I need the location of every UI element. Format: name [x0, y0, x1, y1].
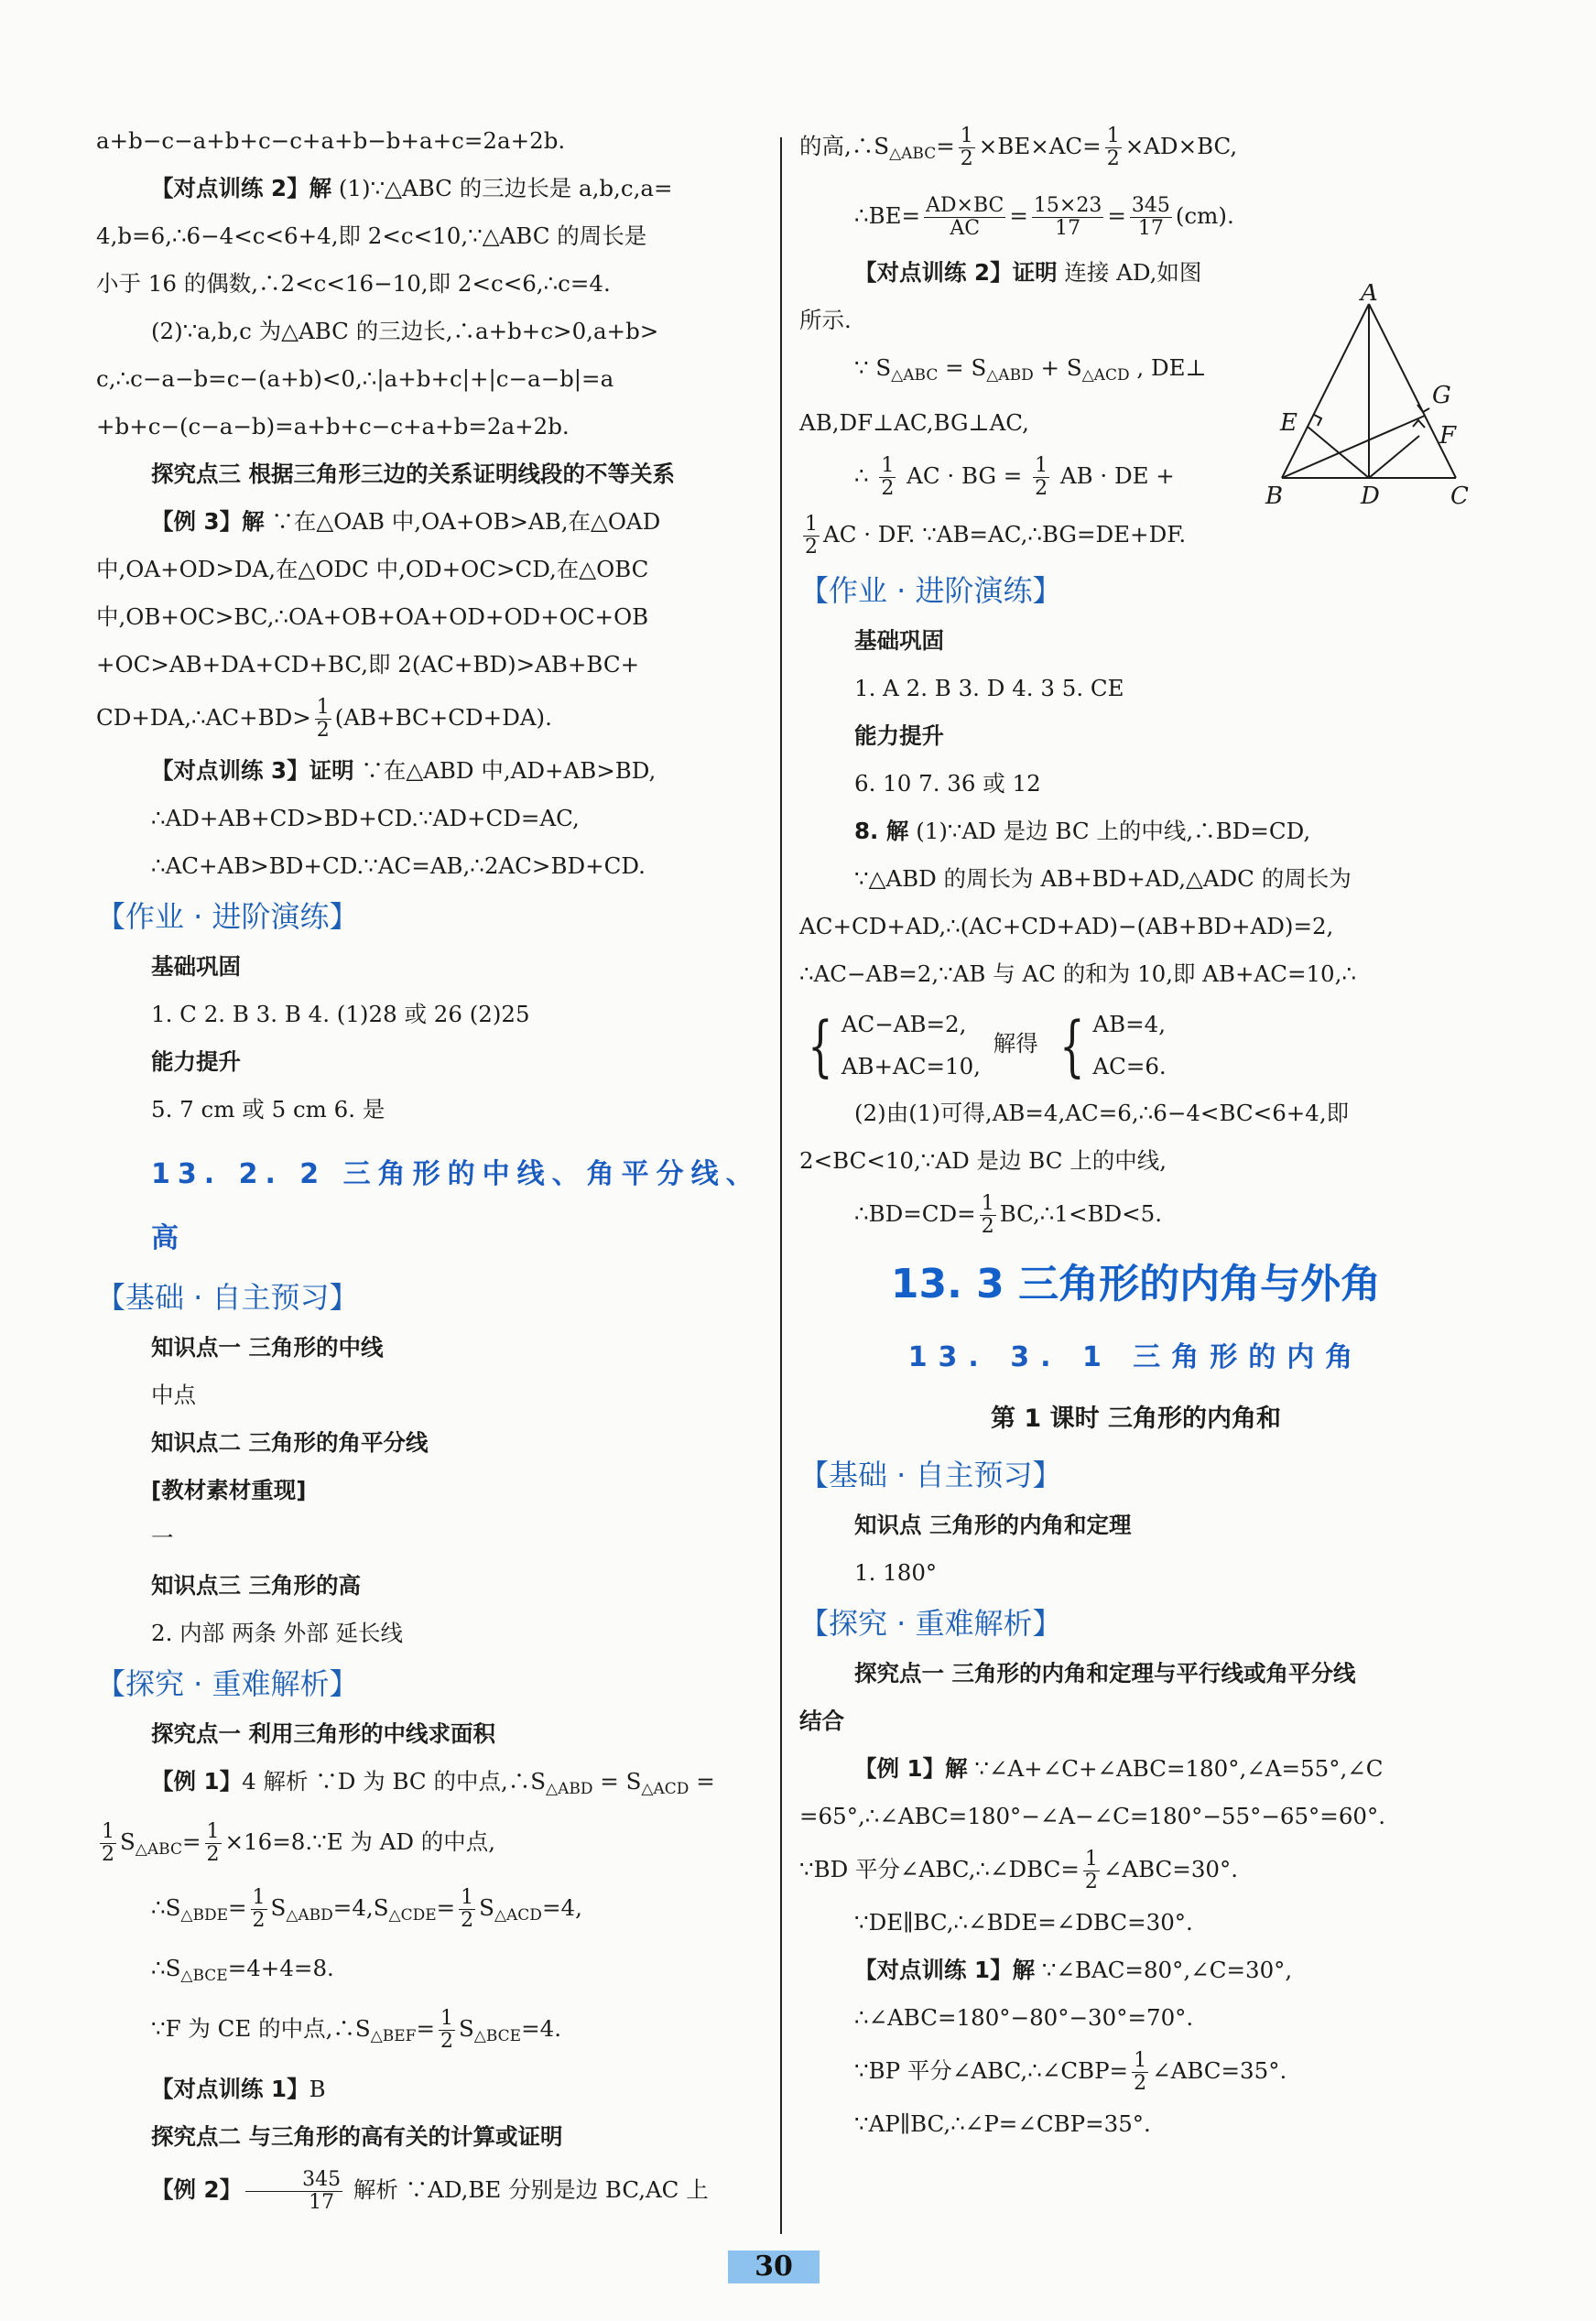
denominator: 2	[1035, 477, 1048, 500]
explore-heading-cont: 结合	[799, 1708, 844, 1734]
fraction	[1033, 455, 1049, 500]
training-label: 【对点训练 2】解	[151, 175, 332, 201]
example-label: 【例 2】	[151, 2176, 243, 2203]
numerator: 345	[1131, 194, 1170, 217]
denominator: 2	[1106, 147, 1120, 170]
fraction	[439, 2008, 455, 2053]
text: =	[416, 2015, 435, 2042]
line: ∴∠ABC=180°−80°−30°=70°.	[854, 2004, 1194, 2031]
numerator: 1	[1106, 125, 1120, 147]
text: =	[1009, 202, 1028, 229]
denominator: 2	[981, 1215, 994, 1238]
line	[96, 498, 769, 546]
text: ∵F 为 CE 的中点,∴S	[151, 2015, 371, 2042]
text: 4 解析 ∵D 为 BC 的中点,∴S	[242, 1768, 547, 1795]
line: ∵DE∥BC,∴∠BDE=∠DBC=30°.	[854, 1909, 1193, 1936]
subscript: △BCE	[180, 1967, 228, 1985]
training-label: 【对点训练 1】	[151, 2076, 309, 2102]
line	[799, 505, 1472, 564]
section-title: 【探究 · 重难解析】	[96, 1666, 359, 1701]
answers: 6. 10 7. 36 或 12	[854, 770, 1041, 797]
text: BC,∴1<BD<5.	[999, 1200, 1163, 1227]
numerator: 1	[102, 1820, 114, 1843]
system-left	[841, 1003, 981, 1088]
equation: AC=6.	[1092, 1052, 1167, 1079]
column-divider	[780, 137, 782, 2234]
subscript: △ABD	[546, 1780, 593, 1798]
line	[799, 2042, 1472, 2100]
fraction	[245, 2169, 342, 2214]
label-a: A	[1361, 284, 1378, 307]
knowledge-point: 知识点 三角形的内角和定理	[854, 1512, 1132, 1538]
text: , DE⊥	[1129, 354, 1207, 381]
line: 中,OA+OD>DA,在△ODC 中,OD+OC>CD,在△OBC	[96, 556, 649, 582]
chapter-section-title: 13. 3 三角形的内角与外角	[890, 1261, 1382, 1307]
text: ∴S	[151, 1894, 181, 1921]
segment-df	[1369, 436, 1419, 478]
subscript: △BEF	[370, 2027, 417, 2045]
denominator: 2	[102, 1843, 114, 1866]
line	[799, 183, 1472, 249]
text: ∴	[854, 462, 876, 489]
answers: 1. A 2. B 3. D 4. 3 5. CE	[854, 675, 1124, 701]
text: ∵BP 平分∠ABC,∴∠CBP=	[854, 2057, 1129, 2084]
line	[96, 689, 769, 747]
text: ∴BD=CD=	[854, 1200, 976, 1227]
line: +b+c−(c−a−b)=a+b+c−c+a+b=2a+2b.	[96, 413, 570, 439]
text: =4,S	[332, 1894, 389, 1921]
numerator: 1	[206, 1820, 220, 1843]
subscript: △ABD	[986, 366, 1034, 385]
line: =65°,∴∠ABC=180°−∠A−∠C=180°−55°−65°=60°.	[799, 1803, 1386, 1829]
text: ×BE×AC=	[978, 133, 1102, 159]
fraction	[1132, 2050, 1148, 2095]
answer: 一	[151, 1524, 174, 1551]
section-title: 【基础 · 自主预习】	[799, 1458, 1062, 1492]
text: ∵∠BAC=80°,∠C=30°,	[1041, 1957, 1293, 1983]
line	[96, 1945, 769, 2000]
line: +OC>AB+DA+CD+BC,即 2(AC+BD)>AB+BC+	[96, 651, 640, 678]
numerator: 1	[981, 1192, 994, 1215]
numerator: 1	[1035, 454, 1048, 477]
text: 解得	[993, 1030, 1038, 1057]
text: =	[227, 1894, 247, 1921]
numerator: 1	[805, 513, 818, 536]
denominator: 2	[1134, 2072, 1147, 2095]
line	[799, 1947, 1472, 1994]
line	[96, 747, 769, 795]
training-label: 【对点训练 3】证明	[151, 757, 354, 784]
text: CD+DA,∴AC+BD>	[96, 704, 311, 731]
text: =	[936, 133, 955, 159]
equation: AB=4,	[1092, 1010, 1166, 1037]
denominator: 2	[1084, 1871, 1098, 1893]
line: $\therefore S_{\triangle BDE}=$ $\frac{1}{2}$ $S_{\triangle ABD}=4,S_{\triangle CDE}=$ $\frac{1}{2}$ $S_{\triangle ACD}=4$,	[151, 1886, 582, 1932]
label-b: B	[1265, 483, 1284, 510]
line: ∴AC−AB=2,∵AB 与 AC 的和为 10,即 AB+AC=10,∴	[799, 960, 1357, 987]
left-column	[96, 117, 769, 2219]
denominator: 17	[1137, 217, 1164, 240]
numerator: 1	[461, 1886, 474, 1909]
numerator: 15×23	[1033, 194, 1102, 217]
line: ∵AP∥BC,∴∠P=∠CBP=35°.	[854, 2110, 1151, 2137]
fraction	[1130, 195, 1172, 240]
label-g: G	[1432, 382, 1451, 409]
answers: 5. 7 cm 或 5 cm 6. 是	[151, 1096, 385, 1123]
line: $\frac{1}{2}$ $S_{\triangle ABC}=$ $\frac{1}{2}$ ×16=8.∵E 为 AD 的中点,	[102, 1820, 496, 1866]
subscript: △BCE	[473, 2027, 522, 2045]
line	[799, 1840, 1472, 1899]
line: (2)∵a,b,c 为△ABC 的三边长,∴a+b+c>0,a+b>	[151, 318, 659, 344]
text: =	[689, 1768, 715, 1795]
text: (AB+BC+CD+DA).	[334, 704, 552, 731]
section-title: 【作业 · 进阶演练】	[799, 573, 1062, 608]
numerator: 1	[440, 2007, 453, 2030]
text: ∵在△ABD 中,AD+AB>BD,	[361, 757, 657, 784]
line	[799, 1185, 1472, 1243]
fraction	[1032, 195, 1103, 240]
text: (cm).	[1175, 202, 1234, 229]
line: (2)由(1)可得,AB=4,AC=6,∴6−4<BC<6+4,即	[854, 1100, 1350, 1126]
line: a+b−c−a+b+c−c+a+b−b+a+c=2a+2b.	[96, 127, 566, 154]
brace: {	[808, 1006, 833, 1084]
denominator: 2	[805, 536, 818, 559]
denominator: 2	[206, 1843, 220, 1866]
line	[799, 808, 1472, 855]
line: 4,b=6,∴6−4<c<6+4,即 2<c<10,∵△ABC 的周长是	[96, 222, 647, 249]
subscript: △ACD	[1081, 366, 1130, 385]
equation-system	[799, 998, 1472, 1090]
explore-heading: 探究点二 与三角形的高有关的计算或证明	[151, 2123, 563, 2150]
line	[96, 1758, 769, 1813]
text: =	[1107, 202, 1126, 229]
triangle-figure	[1264, 284, 1474, 513]
subscript: △ACD	[641, 1780, 689, 1798]
explore-heading: 探究点三 根据三角形三边的关系证明线段的不等关系	[151, 461, 676, 487]
text: =4+4=8.	[227, 1955, 334, 1981]
equation: AC−AB=2,	[841, 1010, 967, 1037]
subscript: △BDE	[180, 1906, 228, 1925]
text: ∴S	[151, 1955, 181, 1981]
line	[96, 165, 769, 212]
answers: 1. C 2. B 3. B 4. (1)28 或 26 (2)25	[151, 1001, 530, 1027]
question-label: 8. 解	[854, 818, 909, 844]
explore-heading: 探究点一 利用三角形的中线求面积	[151, 1720, 496, 1747]
numerator: 1	[1084, 1848, 1098, 1871]
text: B	[309, 2076, 326, 2102]
fraction	[924, 195, 1005, 240]
text: = S	[938, 354, 987, 381]
text: 的高,∴S	[799, 133, 890, 159]
knowledge-point: 知识点一 三角形的中线	[151, 1334, 384, 1361]
text: ∵BD 平分∠ABC,∴∠DBC=	[799, 1856, 1080, 1882]
label-f: F	[1439, 422, 1457, 450]
line: 2<BC<10,∵AD 是边 BC 上的中线,	[799, 1147, 1167, 1174]
example-label: 【例 3】解	[151, 508, 265, 535]
subheading: 基础巩固	[151, 953, 241, 980]
segment-de	[1308, 427, 1369, 478]
text: ∠ABC=35°.	[1152, 2057, 1287, 2084]
fraction	[205, 1821, 222, 1866]
line: 小于 16 的偶数,∴2<c<16−10,即 2<c<6,∴c=4.	[96, 270, 611, 297]
numerator: 1	[881, 454, 895, 477]
answer: 2. 内部 两条 外部 延长线	[151, 1620, 404, 1646]
text: ×16=8.∵E 为 AD 的中点,	[224, 1828, 496, 1855]
numerator: 1	[1134, 2049, 1147, 2072]
subheading: 基础巩固	[854, 627, 944, 654]
line	[799, 1745, 1472, 1793]
denominator: 2	[440, 2030, 453, 2053]
text: AB · DE +	[1053, 462, 1175, 489]
page-number: 30	[728, 2251, 820, 2283]
fraction	[315, 697, 331, 742]
subscript: △ABC	[889, 145, 937, 163]
line	[799, 117, 1472, 183]
training-label: 【对点训练 2】证明	[854, 259, 1058, 286]
subscript: △ACD	[494, 1906, 542, 1925]
subheading: 能力提升	[151, 1048, 241, 1075]
text: 连接 AD,如图	[1064, 259, 1202, 286]
text: AC · DF. ∵AB=AC,∴BG=DE+DF.	[823, 521, 1187, 548]
fraction	[100, 1821, 116, 1866]
note: [教材素材重现]	[151, 1477, 307, 1503]
lesson-title: 第 1 课时 三角形的内角和	[991, 1405, 1281, 1433]
denominator: AC	[950, 217, 981, 240]
answer: 中点	[151, 1382, 196, 1408]
label-d: D	[1361, 483, 1380, 510]
section-title: 【探究 · 重难解析】	[799, 1606, 1062, 1641]
line: AB,DF⊥AC,BG⊥AC,	[799, 409, 1029, 436]
fraction	[959, 125, 975, 170]
denominator: 2	[881, 477, 895, 500]
subheading: 能力提升	[854, 722, 944, 749]
text: + S	[1033, 354, 1082, 381]
explore-heading: 探究点一 三角形的内角和定理与平行线或角平分线	[854, 1660, 1356, 1687]
numerator: 1	[316, 696, 330, 719]
text: (1)∵△ABC 的三边长是 a,b,c,a=	[338, 175, 673, 201]
line: 中,OB+OC>BC,∴OA+OB+OA+OD+OD+OC+OB	[96, 603, 649, 630]
example-label: 【例 1】	[151, 1768, 243, 1795]
equation: AB+AC=10,	[841, 1052, 981, 1079]
subsection-title: 13. 2. 2 三角形的中线、角平分线、高	[151, 1158, 761, 1254]
line: ∴AC+AB>BD+CD.∵AC=AB,∴2AC>BD+CD.	[151, 852, 646, 879]
line	[96, 2161, 769, 2219]
right-angle-mark	[1314, 415, 1321, 426]
subsection-title: 13. 3. 1 三角形的内角	[907, 1341, 1364, 1373]
brace: {	[1059, 1006, 1085, 1084]
line: ∴AD+AB+CD>BD+CD.∵AD+CD=AC,	[151, 805, 580, 831]
subscript: △CDE	[388, 1906, 437, 1925]
line: ∵F 为 CE 的中点$,\therefore S_{\triangle BEF}=$ $\frac{1}{2}$ $S_{\triangle BCE}=4$.	[151, 2007, 561, 2053]
right-angle-mark	[1417, 405, 1429, 412]
fraction	[1105, 125, 1122, 170]
text: 解析 ∵AD,BE 分别是边 BC,AC 上	[346, 2176, 709, 2203]
line: ∵△ABD 的周长为 AB+BD+AD,△ADC 的周长为	[854, 865, 1352, 892]
text: ∵∠A+∠C+∠ABC=180°,∠A=55°,∠C	[974, 1755, 1384, 1782]
denominator: 2	[461, 1909, 474, 1932]
section-title: 【基础 · 自主预习】	[96, 1280, 359, 1315]
text: = S	[592, 1768, 642, 1795]
example-label: 【例 1】解	[854, 1755, 968, 1782]
fraction	[251, 1887, 267, 1932]
text: ∠ABC=30°.	[1102, 1856, 1239, 1882]
subscript: △ABC	[891, 366, 939, 385]
text: =4,	[541, 1894, 582, 1921]
fraction	[980, 1193, 996, 1238]
denominator: 2	[960, 147, 973, 170]
subscript: △ABC	[135, 1840, 182, 1859]
numerator: 345	[245, 2169, 342, 2192]
text: ∵在△OAB 中,OA+OB>AB,在△OAD	[271, 508, 661, 535]
training-label: 【对点训练 1】解	[854, 1957, 1036, 1983]
subscript: △ABD	[286, 1906, 333, 1925]
answer: 1. 180°	[854, 1559, 938, 1586]
label-e: E	[1280, 409, 1297, 437]
fraction	[879, 455, 896, 500]
text: =4.	[521, 2015, 561, 2042]
label-c: C	[1450, 483, 1469, 510]
denominator: 17	[309, 2191, 335, 2214]
line	[96, 2066, 769, 2113]
line: c,∴c−a−b=c−(a+b)<0,∴|a+b+c|+|c−a−b|=a	[96, 365, 614, 392]
fraction	[1083, 1849, 1100, 1893]
numerator: 1	[252, 1886, 266, 1909]
fraction	[803, 514, 820, 559]
denominator: 2	[316, 719, 330, 742]
fraction	[459, 1887, 475, 1932]
text: =	[436, 1894, 456, 1921]
system-right	[1092, 1003, 1166, 1088]
text: ∴BE=	[854, 202, 921, 229]
segment-bg	[1282, 416, 1425, 478]
text: ∵ S	[854, 354, 892, 381]
section-title: 【作业 · 进阶演练】	[96, 899, 359, 934]
right-angle-mark	[1413, 420, 1425, 428]
text: (1)∵AD 是边 BC 上的中线,∴BD=CD,	[916, 818, 1311, 844]
numerator: 1	[960, 125, 973, 147]
line: 所示.	[799, 307, 852, 333]
text: ×AD×BC,	[1124, 133, 1238, 159]
knowledge-point: 知识点二 三角形的角平分线	[151, 1429, 429, 1456]
denominator: 2	[252, 1909, 266, 1932]
line: AC+CD+AD,∴(AC+CD+AD)−(AB+BD+AD)=2,	[799, 913, 1334, 939]
text: AC · BG =	[899, 462, 1030, 489]
numerator: AD×BC	[926, 194, 1004, 217]
edge-ab	[1282, 304, 1369, 478]
knowledge-point: 知识点三 三角形的高	[151, 1572, 362, 1599]
denominator: 17	[1055, 217, 1081, 240]
